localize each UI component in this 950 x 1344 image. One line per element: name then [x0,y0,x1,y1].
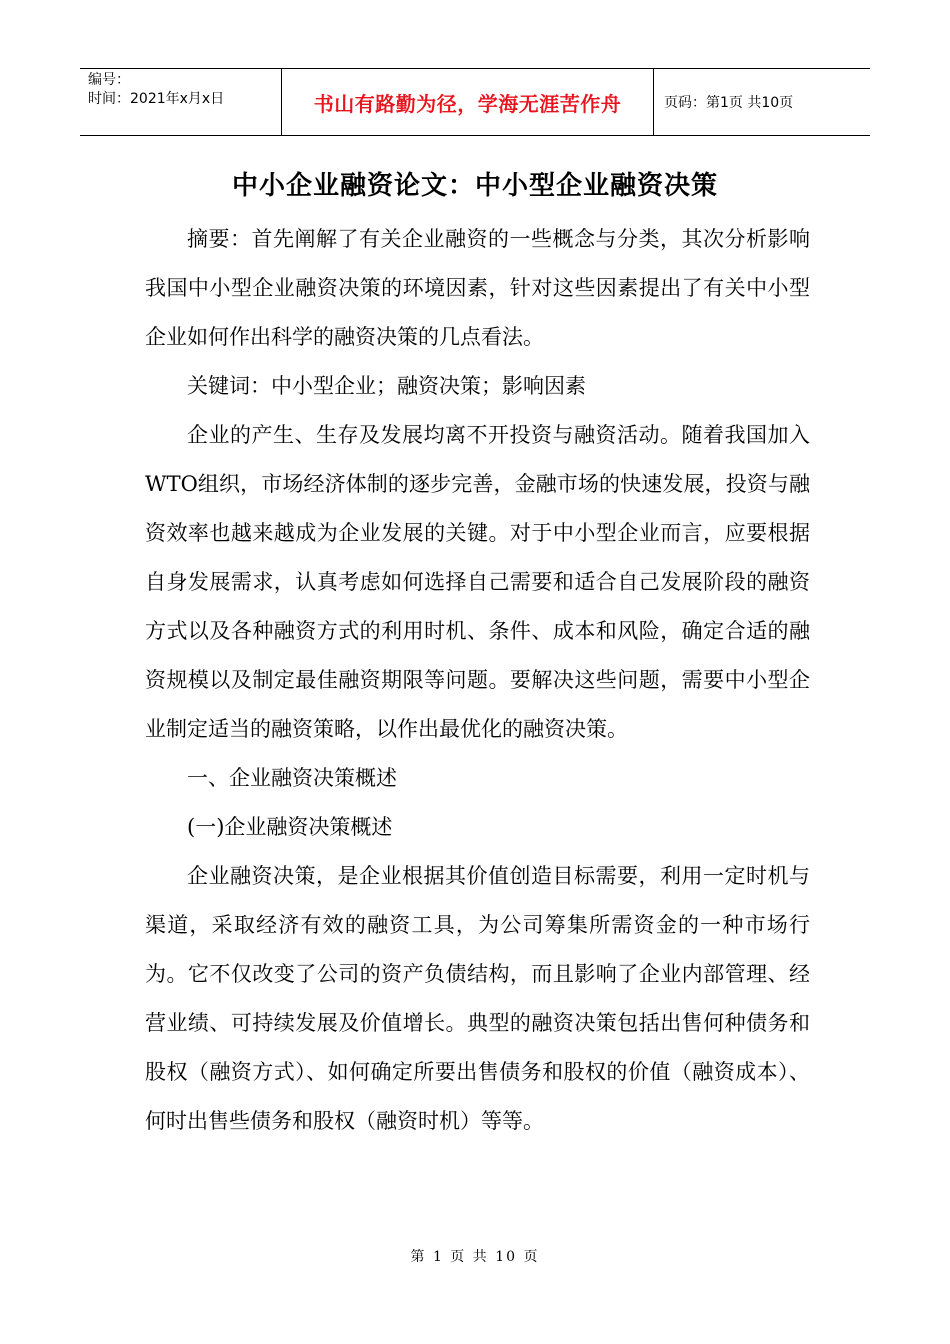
header-meta-cell [80,69,282,135]
intro-paragraph: 企业的产生、生存及发展均离不开投资与融资活动。随着我国加入WTO组织，市场经济体制的逐步完善，金融市场的快速发展，投资与融资效率也越来越成为企业发展的关键。对于中小型企业而言，应要根据自身发展需求，认真考虑如何选择自己需要和适合自己发展阶段的融资方式以及各种融资方式的利用时机、条件、成本和风险，确定合适的融资规模以及制定最佳融资期限等问题。要解决这些问题，需要中小型企业制定适当的融资策略，以作出最优化的融资决策。 [145,423,810,741]
header-page-cell [654,69,870,135]
keywords-paragraph: 关键词：中小型企业；融资决策；影响因素 [187,374,586,398]
page-info: 页码：第1页 共10页 [664,95,794,111]
time-label: 时间：2021年x月x日 [88,91,225,107]
header-motto-cell [282,69,654,135]
motto-text: 书山有路勤为径，学海无涯苦作舟 [313,91,622,116]
number-label: 编号： [88,72,130,88]
body-paragraph: 企业融资决策，是企业根据其价值创造目标需要，利用一定时机与渠道，采取经济有效的融资工具，为公司筹集所需资金的一种市场行为。它不仅改变了公司的资产负债结构，而且影响了企业内部管理、经营业绩、可持续发展及价值增长。典型的融资决策包括出售何种债务和股权（融资方式）、如何确定所要出售债务和股权的价值（融资成本）、何时出售些债务和股权（融资时机）等等。 [145,864,810,1133]
subsection-heading: (一)企业融资决策概述 [187,815,393,839]
section-heading: 一、企业融资决策概述 [187,766,397,790]
page-footer: 第 1 页 共 10 页 [410,1249,540,1265]
document-title: 中小企业融资论文：中小型企业融资决策 [231,171,718,201]
document-body [145,215,810,1146]
document-header [80,68,870,136]
abstract-paragraph: 摘要：首先阐解了有关企业融资的一些概念与分类，其次分析影响我国中小型企业融资决策的环境因素，针对这些因素提出了有关中小型企业如何作出科学的融资决策的几点看法。 [145,227,810,349]
